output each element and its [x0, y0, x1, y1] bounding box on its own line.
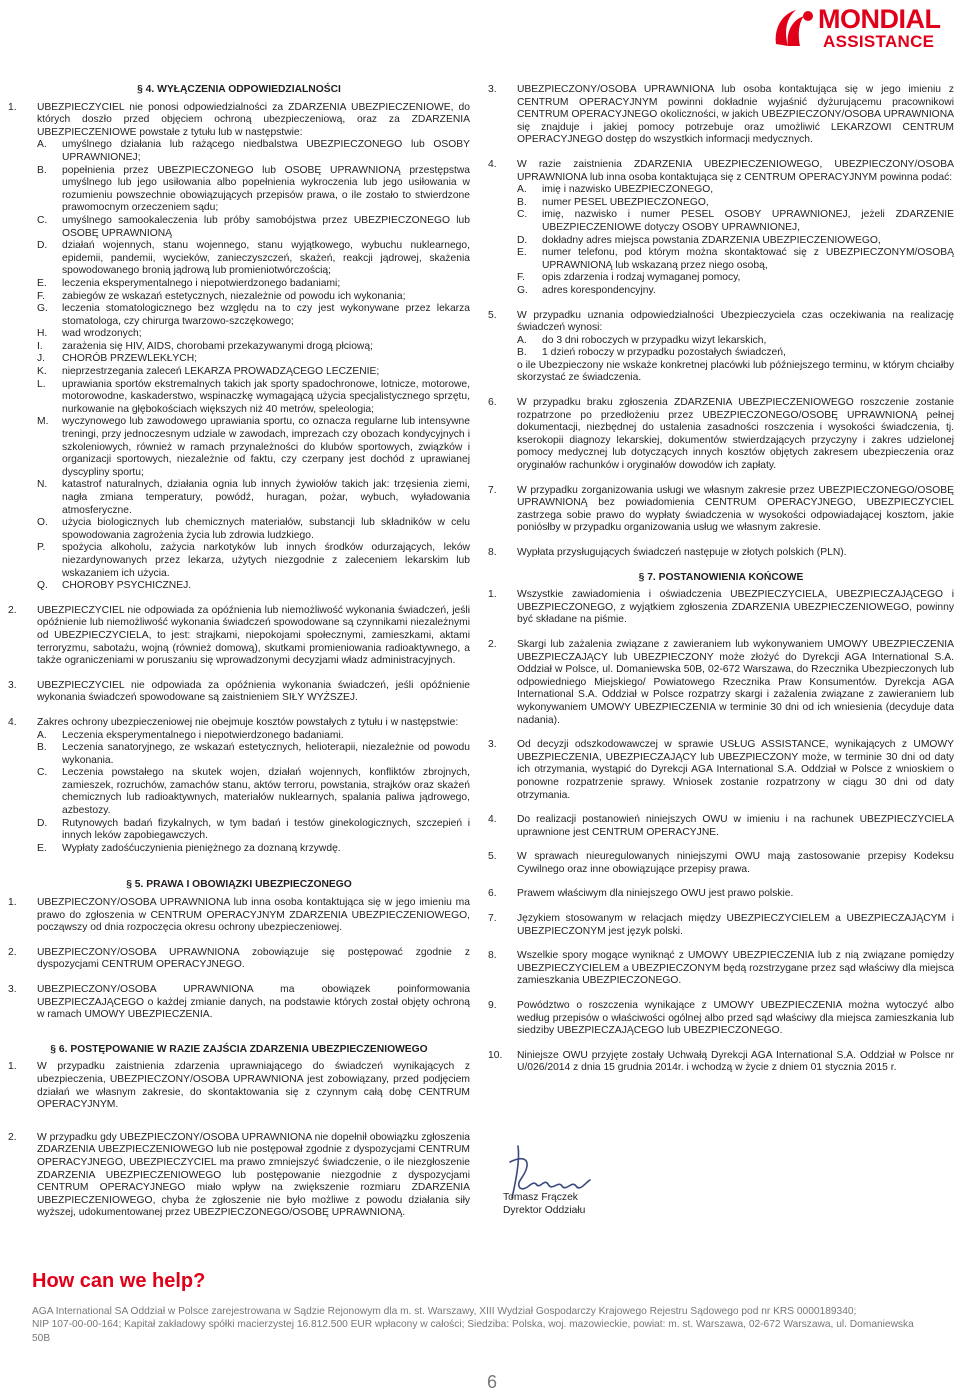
- numbered-item: [488, 913, 954, 938]
- section-6-list-right: [488, 84, 954, 560]
- sub-item: [517, 235, 954, 248]
- item-number: 1.: [488, 589, 497, 601]
- section-4-list: [8, 102, 470, 856]
- sub-item-letter: A.: [517, 334, 527, 346]
- sub-item-text: użycia biologicznych lub chemicznych materiałów, substancji lub składników w celu spowodowania zagrożenia życia lub zdrowia ludzkiego.: [62, 517, 470, 541]
- sub-item-letter: B.: [517, 347, 527, 359]
- item-body: [517, 397, 954, 473]
- item-body: [517, 739, 954, 802]
- sub-item: [517, 335, 954, 348]
- item-number: 4.: [488, 158, 497, 170]
- sub-item: [37, 240, 470, 278]
- sub-item: [37, 291, 470, 304]
- sub-item-text: katastrof naturalnych, działania ognia lub innych żywiołów takich jak: trzęsienia ziemi, nagła zmiana temperatury, powódź, huragan, pożar, wybuch, wyładowania atmosferyczne.: [62, 479, 470, 516]
- item-body: [37, 1061, 470, 1111]
- sub-item-text: umyślnego działania lub rażącego niedbalstwa UBEZPIECZONEGO lub OSOBY UPRAWNIONEJ;: [62, 139, 470, 163]
- sub-item-letter: K.: [37, 366, 47, 378]
- signature-block: [503, 1191, 585, 1217]
- right-column: [488, 84, 954, 1087]
- item-number: 9.: [488, 1000, 497, 1012]
- section-5-title: § 5. PRAWA I OBOWIĄZKI UBEZPIECZONEGO: [126, 879, 352, 891]
- sub-item-letter: E.: [517, 247, 527, 259]
- item-body: [517, 888, 954, 901]
- sub-item-text: Leczenia eksperymentalnego i niepotwierdzonego badaniami.: [62, 729, 344, 741]
- sub-item-text: nieprzestrzegania zaleceń LEKARZA PROWADZĄCEGO LECZENIE;: [62, 366, 380, 378]
- item-body: [37, 947, 470, 972]
- sub-item-text: wyczynowego lub zawodowego uprawiania sportu, co oznacza regularne lub intensywne treningi, przy jednoczesnym udziale w zawodach, imprezach czy obozach kondycyjnych i szkoleniowych, również w ramach przynależności do klubów sportowych, związków i organizacji sportowych, niezależnie od faktu, czy czerpany jest dochód z uprawianej dyscypliny sportu;: [62, 416, 470, 478]
- numbered-item: [488, 397, 954, 473]
- section-5-list: [8, 897, 470, 1022]
- sub-item: [37, 517, 470, 542]
- item-number: 3.: [488, 739, 497, 751]
- sub-item-letter: B.: [37, 164, 47, 176]
- sub-item-letter: G.: [517, 284, 528, 296]
- mondial-assistance-logo: [770, 4, 960, 54]
- item-text: Niniejsze OWU przyjęte zostały Uchwałą Dyrekcji AGA International S.A. Oddział w Polsce nr U/026/2014 z dnia 15 grudnia 2014r. i wchodzą w życie z dniem 01 stycznia 2015 r.: [517, 1049, 954, 1074]
- sub-item: [37, 843, 470, 856]
- section-7-list: [488, 589, 954, 1075]
- sub-item-text: wad wrodzonych;: [62, 328, 142, 340]
- sub-item-text: działań wojennych, stanu wojennego, stanu wyjątkowego, wybuchu nuklearnego, epidemii, pandemii, wycieków, zanieczyszczeń, skażeń, reakcji jądrowej, skażenia spowodowanego bronią jądrową lub promieniotwórczością;: [62, 240, 470, 277]
- sub-item: [517, 272, 954, 285]
- sub-item: [37, 379, 470, 417]
- item-body: [37, 717, 470, 856]
- sub-item-text: zabiegów ze wskazań estetycznych, niezależnie od powodu ich wykonania;: [62, 290, 406, 302]
- numbered-item: [8, 984, 470, 1022]
- item-body: [517, 589, 954, 627]
- item-body: [517, 814, 954, 839]
- item-number: 7.: [488, 484, 497, 496]
- item-body: [37, 984, 470, 1022]
- sub-item: [37, 353, 470, 366]
- sub-item: [37, 742, 470, 767]
- section-6-list-left: [8, 1061, 470, 1220]
- sub-item: [37, 165, 470, 215]
- sub-item-letter: M.: [37, 416, 49, 428]
- sub-item-letter: L.: [37, 378, 46, 390]
- sub-item: [37, 767, 470, 817]
- numbered-item: [488, 739, 954, 802]
- item-text: UBEZPIECZYCIEL nie odpowiada za opóźnienia lub niemożliwość wykonania świadczeń, jeśli opóźnienie lub niemożliwość wykonania świadczeń spowodowane są czynnikami niezależnymi od UBEZPIECZYCIELA, to jest: strajkami, niepokojami społecznymi, zamieszkami, aktami terroryzmu, sabotażu, wojną (również domową), skutkami promieniowania radioaktywnego, a także ograniczeniami w poruszaniu się wprowadzonymi decyzjami władz administracyjnych.: [37, 604, 470, 667]
- item-number: 2.: [488, 638, 497, 650]
- item-number: 4.: [488, 814, 497, 826]
- item-text: W przypadku gdy UBEZPIECZONY/OSOBA UPRAWNIONA nie dopełnił obowiązku zgłoszenia ZDARZENIA UBEZPIECZENIOWEGO lub nie postępował zgodnie z dyspozycjami CENTRUM OPERACYJNEGO, UBEZPIECZYCIEL ma prawo zmniejszyć świadczenie, o ile niezgłoszenie ZDARZENIA UBEZPIECZENIOWEGO lub postępowanie niezgodnie z dyspozycjami CENTRUM OPERACYJNEGO miało wpływ na zwiększenie rozmiaru ZDARZENIA UBEZPIECZENIOWEGO, chyba że zgłoszenie nie było możliwe z powodu działania siły wyższej, udokumentowanej przez UBEZPIECZONEGO/OSOBĘ UPRAWNIONĄ.: [37, 1131, 470, 1219]
- sub-item-text: leczenia stomatologicznego bez względu na to czy jest wykonywane przez lekarza stomatologa, czy chirurga twarzowo-szczękowego;: [62, 303, 470, 327]
- item-number: 2.: [8, 1131, 17, 1143]
- item-text: W razie zaistnienia ZDARZENIA UBEZPIECZENIOWEGO, UBEZPIECZONY/OSOBA UPRAWNIONA lub inna osoba kontaktująca się z CENTRUM OPERACYJNYM powinna podać:: [517, 158, 954, 183]
- sub-item-letter: D.: [37, 817, 48, 829]
- item-number: 6.: [488, 888, 497, 900]
- sub-item-letter: C.: [37, 767, 48, 779]
- item-text: UBEZPIECZONY/OSOBA UPRAWNIONA ma obowiązek poinformowania UBEZPIECZAJĄCEGO o każdej zmianie danych, na podstawie których został objęty ochroną w ramach UMOWY UBEZPIECZENIA.: [37, 984, 470, 1021]
- sub-item: [37, 215, 470, 240]
- sub-item: [37, 479, 470, 517]
- numbered-item: [8, 1132, 470, 1220]
- item-number: 5.: [488, 851, 497, 863]
- sub-item-text: zarażenia się HIV, AIDS, chorobami przekazywanymi drogą płciową;: [62, 340, 373, 352]
- item-text: Zakres ochrony ubezpieczeniowej nie obejmuje kosztów powstałych z tytułu i w następstwie:: [37, 716, 459, 728]
- sub-item-text: 1 dzień roboczy w przypadku pozostałych świadczeń,: [542, 347, 786, 359]
- sub-item-letter: D.: [37, 240, 48, 252]
- sub-item: [37, 542, 470, 580]
- item-body: [517, 485, 954, 535]
- sub-item: [37, 730, 470, 743]
- sub-item: [37, 303, 470, 328]
- section-4-title: § 4. WYŁĄCZENIA ODPOWIEDZIALNOŚCI: [137, 84, 341, 95]
- item-body: [517, 310, 954, 386]
- item-text: UBEZPIECZONY/OSOBA UPRAWNIONA lub osoba kontaktująca się w jego imieniu z CENTRUM OPERACYJNYM powinni dokładnie wyjaśnić dyżurującemu pracownikowi CENTRUM OPERACYJNEGO okoliczności, w jakich UBEZPIECZONY/OSOBA UPRAWNIONA się znajduje i jakiej pomocy potrzebuje oraz umożliwić LEKARZOWI CENTRUM OPERACYJNEGO dostęp do wszystkich informacji medycznych.: [517, 84, 954, 146]
- item-body: [37, 897, 470, 935]
- sub-item-text: umyślnego samookaleczenia lub próby samobójstwa przez UBEZPIECZONEGO lub OSOBĘ UPRAWNIONĄ: [62, 214, 470, 239]
- left-column: [8, 84, 470, 1240]
- item-number: 5.: [488, 309, 497, 321]
- item-text: UBEZPIECZONY/OSOBA UPRAWNIONA lub inna osoba kontaktująca się w jego imieniu ma prawo do zgłoszenia w CENTRUM OPERACYJNYM ZDARZENIA UBEZPIECZENIOWEGO, począwszy od dnia rozpoczęcia okresu ochrony ubezpieczeniowej.: [37, 897, 470, 934]
- item-body: [517, 1000, 954, 1038]
- item-number: 1.: [8, 101, 17, 113]
- sub-item-letter: I.: [37, 340, 43, 352]
- item-text: W przypadku zorganizowania usługi we własnym zakresie przez UBEZPIECZONEGO/OSOBĘ UPRAWNIONĄ bez powiadomienia CENTRUM OPERACYJNEGO, UBEZPIECZYCIEL zastrzega sobie prawo do wypłaty świadczenia w wysokości odpowiadającej kosztom, jakie poniósłby w przypadku organizowania usług we własnym zakresie.: [517, 484, 954, 534]
- numbered-item: [488, 1050, 954, 1075]
- item-number: 2.: [8, 604, 17, 616]
- sub-item-letter: H.: [37, 328, 48, 340]
- numbered-item: [8, 605, 470, 668]
- sub-item-text: do 3 dni roboczych w przypadku wizyt lekarskich,: [542, 334, 767, 346]
- sub-item-text: dokładny adres miejsca powstania ZDARZENIA UBEZPIECZENIOWEGO,: [542, 234, 881, 246]
- item-text: UBEZPIECZONY/OSOBA UPRAWNIONA zobowiązuje się postępować zgodnie z dyspozycjami CENTRUM OPERACYJNEGO.: [37, 946, 470, 971]
- item-body: [517, 1050, 954, 1075]
- sub-item: [37, 416, 470, 479]
- item-body: [517, 159, 954, 298]
- sub-item-text: opis zdarzenia i rodzaj wymaganej pomocy,: [542, 272, 741, 284]
- sub-item-letter: C.: [37, 214, 48, 226]
- numbered-item: [488, 639, 954, 727]
- sub-item: [517, 247, 954, 272]
- item-body: [517, 547, 954, 560]
- item-number: 4.: [8, 716, 17, 728]
- numbered-item: [488, 814, 954, 839]
- footer-line-2: NIP 107-00-00-164; Kapitał zakładowy spółki macierzystej 16.812.500 EUR wpłacony w całości; Siedziba: Polska, woj. mazowieckie, powiat: m. st. Warszawa, 02-672 Warszawa, ul. Domaniewska 50B: [32, 1319, 914, 1344]
- numbered-item: [8, 717, 470, 856]
- item-text: Językiem stosowanym w relacjach między UBEZPIECZYCIELEM a UBEZPIECZAJĄCYM i UBEZPIECZONYM jest język polski.: [517, 913, 954, 937]
- signatory-name: Tomasz Frączek: [503, 1192, 578, 1203]
- sub-item-letter: A.: [517, 184, 527, 196]
- item-number: 1.: [8, 897, 17, 909]
- sub-item-text: numer telefonu, pod którym można skontaktować się z UBEZPIECZONYM/OSOBĄ UPRAWNIONĄ lub wskazaną przez niego osobą,: [542, 247, 954, 271]
- sub-item: [37, 139, 470, 164]
- numbered-item: [8, 897, 470, 935]
- item-body: [517, 639, 954, 727]
- item-number: 8.: [488, 950, 497, 962]
- sub-item: [517, 184, 954, 197]
- signatory-role: Dyrektor Oddziału: [503, 1205, 586, 1216]
- sub-item: [37, 366, 470, 379]
- item-text: Prawem właściwym dla niniejszego OWU jest prawo polskie.: [517, 888, 794, 900]
- item-text: Od decyzji odszkodowawczej w sprawie USŁUG ASSISTANCE, wynikających z UMOWY UBEZPIECZENIA, UBEZPIECZAJĄCY lub UBEZPIECZONY może, w terminie 30 dni od daty ich otrzymania, wystąpić do Dyrekcji AGA International S.A. Oddział w Polsce z wnioskiem o ponowne rozpatrzenie sprawy. Wniosek zostanie rozpatrzony w ciągu 30 dni od daty otrzymania.: [517, 739, 954, 801]
- numbered-item: [488, 589, 954, 627]
- sub-item: [37, 818, 470, 843]
- sub-item-text: spożycia alkoholu, zażycia narkotyków lub innych środków odurzających, leków niezardynowanych przez lekarza, użytych niezgodnie z zaleceniem lekarskim lub wskazaniem ich użycia.: [62, 542, 470, 579]
- numbered-item: [8, 102, 470, 593]
- sub-item-text: popełnienia przez UBEZPIECZONEGO lub OSOBĘ UPRAWNIONĄ przestępstwa umyślnego lub jego usiłowania albo popełnienia wykroczenia lub jego usiłowania w rozumieniu powszechnie obowiązujących przepisów prawa, o ile zostało to stwierdzone prawomocnym orzeczeniem sądu;: [62, 164, 470, 214]
- sub-item-letter: A.: [37, 729, 47, 741]
- sub-item: [517, 197, 954, 210]
- item-text: W przypadku uznania odpowiedzialności Ubezpieczyciela czas oczekiwania na realizację świadczeń wynosi:: [517, 309, 954, 334]
- numbered-item: [488, 310, 954, 386]
- numbered-item: [488, 159, 954, 298]
- sub-item: [37, 328, 470, 341]
- section-6-title: § 6. POSTĘPOWANIE W RAZIE ZAJŚCIA ZDARZENIA UBEZPIECZENIOWEGO: [50, 1043, 428, 1055]
- numbered-item: [8, 947, 470, 972]
- item-number: 2.: [8, 946, 17, 958]
- sub-item-text: CHORÓB PRZEWLEKŁYCH;: [62, 353, 198, 365]
- numbered-item: [8, 1061, 470, 1111]
- sub-item-letter: C.: [517, 209, 528, 221]
- sub-item-letter: P.: [37, 542, 46, 554]
- sub-item-letter: D.: [517, 234, 528, 246]
- legal-footer: [32, 1305, 932, 1345]
- sub-item-text: CHOROBY PSYCHICZNEJ.: [62, 580, 192, 592]
- item-number: 7.: [488, 913, 497, 925]
- sub-item-letter: Q.: [37, 580, 48, 592]
- item-number: 3.: [8, 984, 17, 995]
- sub-item: [37, 278, 470, 291]
- item-text: Powództwo o roszczenia wynikające z UMOWY UBEZPIECZENIA można wytoczyć albo według przepisów o właściwości ogólnej albo przed sąd właściwy dla miejsca zamieszkania lub siedziby UBEZPIECZAJĄCEGO lub UBEZPIECZONEGO.: [517, 1000, 954, 1037]
- sub-item-letter: J.: [37, 353, 46, 365]
- item-text: Wypłata przysługujących świadczeń następuje w złotych polskich (PLN).: [517, 547, 847, 558]
- item-number: 6.: [488, 397, 497, 409]
- numbered-item: [488, 950, 954, 988]
- item-body: [517, 851, 954, 876]
- sub-item-text: Leczenia powstałego na skutek wojen, działań wojennych, konfliktów zbrojnych, zamieszek, rozruchów, zamachów stanu, aktów terroru, powstania, strajków oraz skażeń chemicznych lub radioaktywnych, materiałów nuklearnych, spalania paliwa jądrowego, azbestozy.: [62, 767, 470, 817]
- sub-item-letter: A.: [37, 139, 47, 151]
- sub-item-text: leczenia eksperymentalnego i niepotwierdzonego badaniami;: [62, 277, 341, 289]
- handwritten-signature: [500, 1120, 660, 1240]
- sub-item: [517, 347, 954, 360]
- item-number: 10.: [488, 1049, 503, 1061]
- item-number: 8.: [488, 547, 497, 558]
- item-body: [517, 913, 954, 938]
- item-number: 3.: [488, 84, 497, 95]
- sub-item-letter: O.: [37, 517, 48, 529]
- item-text: UBEZPIECZYCIEL nie odpowiada za opóźnienia wykonania świadczeń, jeśli opóźnienie wykonania świadczeń spowodowane są zaistnieniem SIŁY WYŻSZEJ.: [37, 679, 470, 704]
- item-number: 3.: [8, 679, 17, 691]
- item-body: [37, 1132, 470, 1220]
- item-body: [37, 102, 470, 593]
- sub-item-letter: B.: [517, 196, 527, 208]
- item-body: [37, 605, 470, 668]
- numbered-item: [488, 84, 954, 147]
- sub-item-letter: B.: [37, 742, 47, 754]
- item-text: Skargi lub zażalenia związane z zawieraniem lub wykonywaniem UMOWY UBEZPIECZENIA UBEZPIECZAJĄCY lub UBEZPIECZONY może złożyć do Dyrekcji AGA International S.A. Oddział w Polsce, ul. Domaniewska 50B, 02-672 Warszawa, do Rzecznika Ubezpieczonych lub odpowiedniego Miejskiego/ Powiatowego Rzecznika Praw Konsumentów. Dyrekcja AGA International S.A. Oddział w Polsce rozpatrzy skargi i zażalenia związane z zawieraniem lub wykonywaniem UMOWY UBEZPIECZENIA w terminie 30 dni od ich wniesienia (decyduje data nadania).: [517, 638, 954, 726]
- sub-item-letter: G.: [37, 303, 48, 315]
- sub-item: [37, 580, 470, 593]
- item-text: W przypadku zaistnienia zdarzenia uprawniającego do świadczeń wynikających z ubezpieczenia, UBEZPIECZONY/OSOBA UPRAWNIONA jest zobowiązany, przed podjęciem działań we własnym zakresie, do skontaktowania się z czynnym całą dobę CENTRUM OPERACYJNYM.: [37, 1061, 470, 1111]
- sub-item-text: Wypłaty zadośćuczynienia pieniężnego za doznaną krzywdę.: [62, 842, 341, 854]
- sub-item-letter: E.: [37, 842, 47, 854]
- sub-item-letter: F.: [37, 290, 46, 302]
- item-body: [517, 950, 954, 988]
- numbered-item: [488, 888, 954, 901]
- section-7-title: § 7. POSTANOWIENIA KOŃCOWE: [638, 571, 804, 583]
- sub-item: [37, 341, 470, 354]
- item-body: [517, 84, 954, 147]
- item-tail-text: o ile Ubezpieczony nie wskaże konkretnej placówki lub późniejszego terminu, w którym chciałby skorzystać ze świadczenia.: [517, 359, 954, 384]
- item-text: Wszystkie zawiadomienia i oświadczenia UBEZPIECZYCIELA, UBEZPIECZAJĄCEGO i UBEZPIECZONEGO, z wyjątkiem zgłoszenia ZDARZENIA UBEZPIECZENIOWEGO, powinny być składane na piśmie.: [517, 589, 954, 626]
- logo-brand-sub: ASSISTANCE: [823, 32, 935, 51]
- numbered-item: [8, 680, 470, 705]
- numbered-item: [488, 851, 954, 876]
- sub-item-letter: F.: [517, 272, 526, 284]
- item-text: Wszelkie spory mogące wyniknąć z UMOWY UBEZPIECZENIA lub z nią związane pomiędzy UBEZPIECZYCIELEM a UBEZPIECZONYM będą rozstrzygane przez sąd właściwy dla miejsca zamieszkania UBEZPIECZONEGO.: [517, 950, 954, 987]
- sub-item-text: adres korespondencyjny.: [542, 284, 656, 296]
- sub-item: [517, 209, 954, 234]
- sub-item-text: imię, nazwisko i numer PESEL OSOBY UPRAWNIONEJ, jeżeli ZDARZENIE UBEZPIECZENIOWE dotyczy OSOBY UPRAWNIONEJ,: [542, 209, 954, 233]
- item-text: W sprawach nieuregulowanych niniejszymi OWU mają zastosowanie przepisy Kodeksu Cywilnego oraz inne obowiązujące przepisy prawa.: [517, 851, 954, 875]
- sub-item-text: imię i nazwisko UBEZPIECZONEGO,: [542, 184, 714, 196]
- numbered-item: [488, 485, 954, 535]
- mondial-logo-mark-icon: [772, 6, 816, 50]
- item-text: Do realizacji postanowień niniejszych OWU w imieniu i na rachunek UBEZPIECZYCIELA uprawnione jest CENTRUM OPERACYJNE.: [517, 814, 954, 838]
- sub-item-text: uprawiania sportów ekstremalnych takich jak sporty spadochronowe, lotnicze, motorowe, motorowodne, kaskaderstwo, wspinaczkę wymagającą użycia specjalistycznego sprzętu, nurkowanie na głębokościach większych niż 40 metrów, speleologia;: [62, 378, 470, 415]
- sub-item: [517, 285, 954, 298]
- sub-item-letter: N.: [37, 479, 48, 491]
- item-number: 1.: [8, 1061, 17, 1073]
- footer-line-1: AGA International SA Oddział w Polsce zarejestrowana w Sądzie Rejonowym dla m. st. Warszawy, XIII Wydział Gospodarczy Krajowego Rejestru Sądowego pod nr KRS 0000189340;: [32, 1306, 857, 1317]
- logo-brand-name: MONDIAL: [818, 4, 941, 34]
- item-text: W przypadku braku zgłoszenia ZDARZENIA UBEZPIECZENIOWEGO roszczenie zostanie rozpatrzone po przedłożeniu przez UBEZPIECZONEGO/OSOBĘ UPRAWNIONĄ pełnej dokumentacji, niezbędnej do ustalenia zasadności roszczenia i wysokości świadczenia, tj. kserokopii diagnozy lekarskiej, dokumentów stwierdzających przyczyny i zakres udzielonej pomocy medycznej lub dotyczących innych kosztów objętych zakresem ubezpieczenia oraz oryginałów rachunków i oryginałów dowodów ich zapłaty.: [517, 397, 954, 472]
- page-number: 6: [487, 1372, 498, 1392]
- how-can-we-help-heading: How can we help?: [32, 1270, 206, 1292]
- sub-item-letter: E.: [37, 277, 47, 289]
- numbered-item: [488, 547, 954, 560]
- sub-item-text: Leczenia sanatoryjnego, ze wskazań estetycznych, helioterapii, niezależnie od powodu wykonania.: [62, 742, 470, 766]
- sub-item-text: Rutynowych badań fizykalnych, w tym badań i testów ginekologicznych, szczepień i innych leków zapobiegawczych.: [62, 817, 470, 842]
- numbered-item: [488, 1000, 954, 1038]
- item-text: UBEZPIECZYCIEL nie ponosi odpowiedzialności za ZDARZENIA UBEZPIECZENIOWE, do których doszło przed objęciem ochroną ubezpieczeniową, oraz za ZDARZENIA UBEZPIECZENIOWE powstałe z tytułu lub w następstwie:: [37, 101, 470, 138]
- sub-item-text: numer PESEL UBEZPIECZONEGO,: [542, 196, 709, 208]
- item-body: [37, 680, 470, 705]
